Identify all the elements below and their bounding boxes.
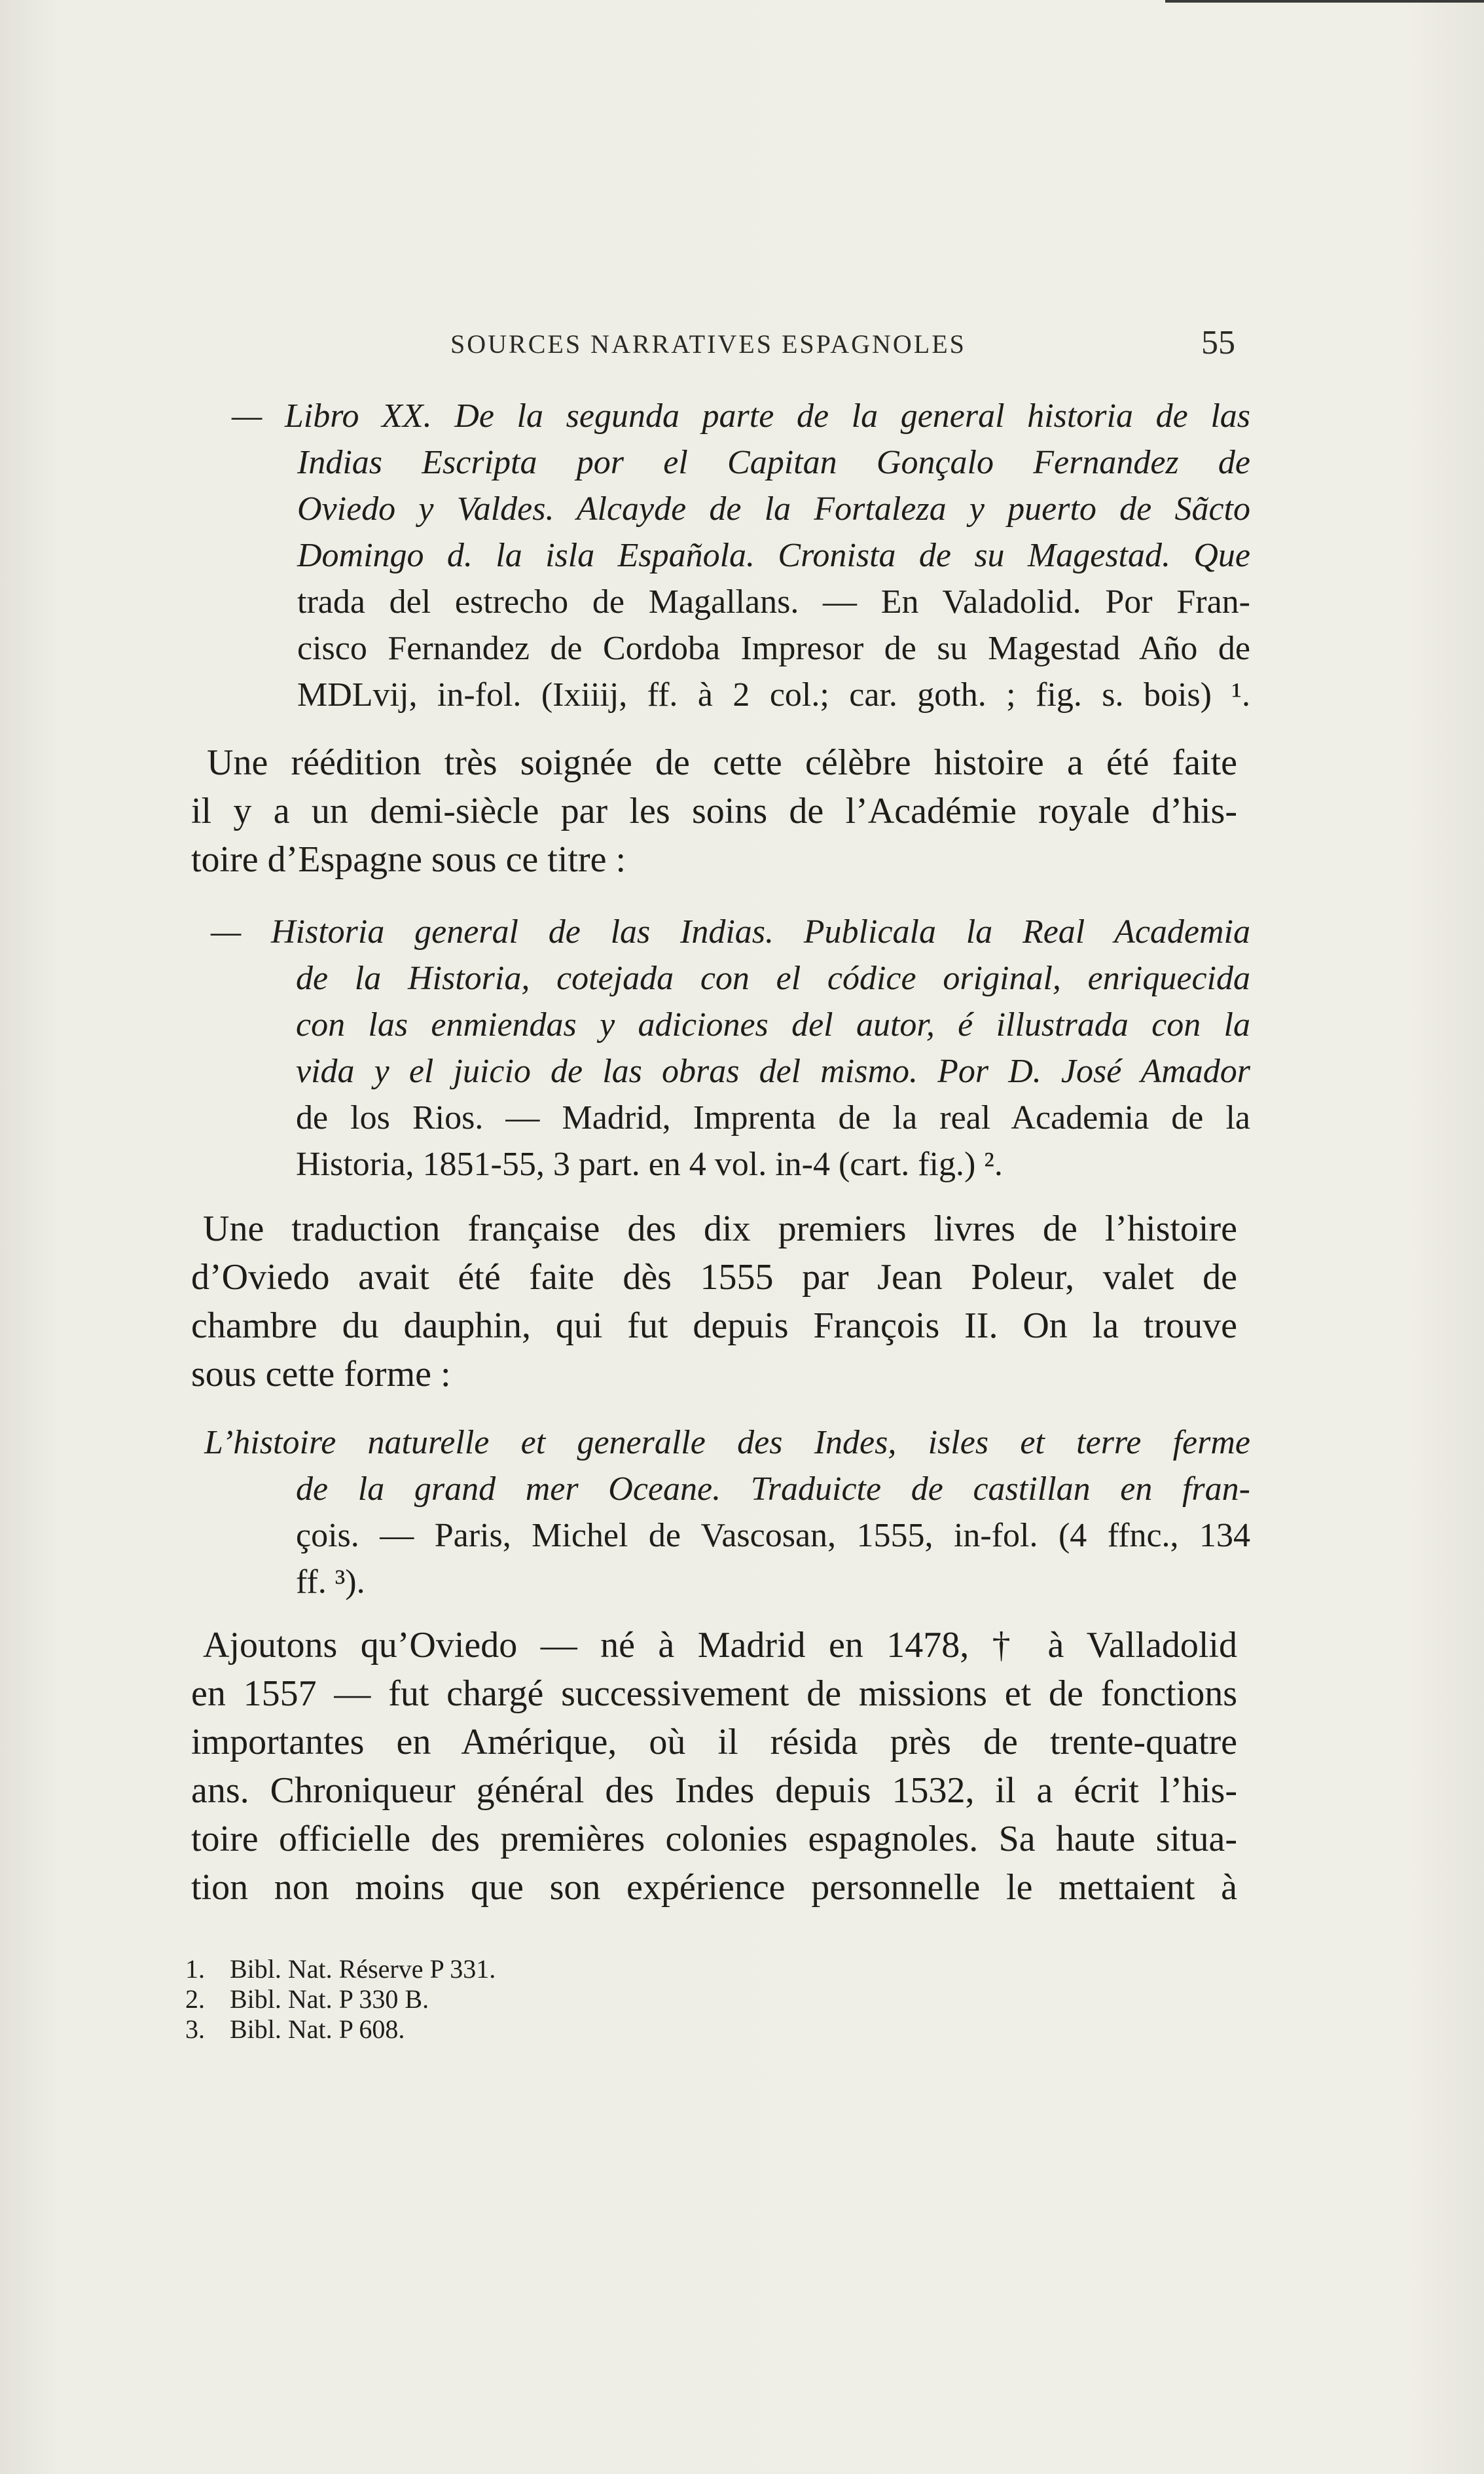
- entry-line: de la grand mer Oceane. Traduicte de castillan en fran-: [296, 1470, 1250, 1508]
- footnote: [185, 1954, 496, 1984]
- entry-line: — Libro XX. De la segunda parte de la general historia de las: [232, 397, 1250, 435]
- paragraph-oviedo: [191, 1621, 1237, 1912]
- entry-line: vida y el juicio de las obras del mismo. Por D. José Amador: [296, 1053, 1250, 1090]
- paragraph-line: importantes en Amérique, où il résida près de trente-quatre: [191, 1722, 1237, 1762]
- paragraph-line: chambre du dauphin, qui fut depuis François II. On la trouve: [191, 1305, 1237, 1346]
- bibliographic-entry-histoire-naturelle: [204, 1419, 1250, 1605]
- paragraph-line: il y a un demi-siècle par les soins de l’Académie royale d’his-: [191, 791, 1237, 831]
- scan-edge-rule: [1165, 0, 1484, 3]
- footnote-text: Bibl. Nat. P 330 B.: [230, 1984, 429, 2014]
- footnote: [185, 1984, 496, 2014]
- footnote-text: Bibl. Nat. P 608.: [230, 2014, 405, 2044]
- page-number: 55: [1201, 324, 1235, 361]
- entry-line: — Historia general de las Indias. Publicala la Real Academia: [211, 913, 1250, 951]
- entry-line: çois. — Paris, Michel de Vascosan, 1555, in-fol. (4 ffnc., 134: [296, 1517, 1250, 1554]
- entry-line: Historia, 1851-55, 3 part. en 4 vol. in-4 (cart. fig.) ².: [296, 1146, 1003, 1183]
- entry-line: de los Rios. — Madrid, Imprenta de la real Academia de la: [296, 1099, 1250, 1137]
- paragraph-line: Une traduction française des dix premiers livres de l’histoire: [203, 1209, 1237, 1249]
- entry-line: ff. ³).: [296, 1563, 365, 1601]
- footnote-number: 1.: [185, 1954, 205, 1984]
- footnote: [185, 2014, 496, 2045]
- paragraph-line: sous cette forme :: [191, 1354, 451, 1394]
- entry-line: con las enmiendas y adiciones del autor, é illustrada con la: [296, 1006, 1250, 1044]
- paragraph-reedition: [191, 738, 1237, 884]
- entry-line: de la Historia, cotejada con el códice original, enriquecida: [296, 960, 1250, 997]
- paragraph-traduction: [191, 1205, 1237, 1398]
- paragraph-line: en 1557 — fut chargé successivement de missions et de fonctions: [191, 1673, 1237, 1714]
- paragraph-line: Une réédition très soignée de cette célèbre histoire a été faite: [207, 742, 1237, 783]
- entry-line: trada del estrecho de Magallans. — En Valadolid. Por Fran-: [297, 583, 1250, 621]
- footnote-number: 3.: [185, 2014, 205, 2044]
- paragraph-line: tion non moins que son expérience personnelle le mettaient à: [191, 1867, 1237, 1908]
- footnote-text: Bibl. Nat. Réserve P 331.: [230, 1954, 496, 1984]
- paragraph-line: Ajoutons qu’Oviedo — né à Madrid en 1478, † à Valladolid: [203, 1625, 1237, 1665]
- paragraph-line: toire d’Espagne sous ce titre :: [191, 839, 626, 880]
- paragraph-line: d’Oviedo avait été faite dès 1555 par Jean Poleur, valet de: [191, 1257, 1237, 1298]
- running-head: SOURCES NARRATIVES ESPAGNOLES: [450, 329, 966, 359]
- bibliographic-entry-libro-xx: [232, 393, 1250, 718]
- entry-line: L’histoire naturelle et generalle des Indes, isles et terre ferme: [204, 1424, 1250, 1461]
- footnote-number: 2.: [185, 1984, 205, 2014]
- entry-line: Oviedo y Valdes. Alcayde de la Fortaleza y puerto de Sãcto: [297, 490, 1250, 528]
- entry-line: MDLvij, in-fol. (Ixiiij, ff. à 2 col.; car. goth. ; fig. s. bois) ¹.: [297, 676, 1250, 714]
- page-header: [0, 324, 1484, 368]
- entry-line: Indias Escripta por el Capitan Gonçalo Fernandez de: [297, 444, 1250, 481]
- footnotes: [185, 1954, 496, 2045]
- entry-line: Domingo d. la isla Española. Cronista de su Magestad. Que: [297, 537, 1250, 574]
- paragraph-line: ans. Chroniqueur général des Indes depuis 1532, il a écrit l’his-: [191, 1770, 1237, 1811]
- entry-line: cisco Fernandez de Cordoba Impresor de su Magestad Año de: [297, 630, 1250, 667]
- bibliographic-entry-historia-general: [211, 909, 1250, 1188]
- paragraph-line: toire officielle des premières colonies espagnoles. Sa haute situa-: [191, 1819, 1237, 1859]
